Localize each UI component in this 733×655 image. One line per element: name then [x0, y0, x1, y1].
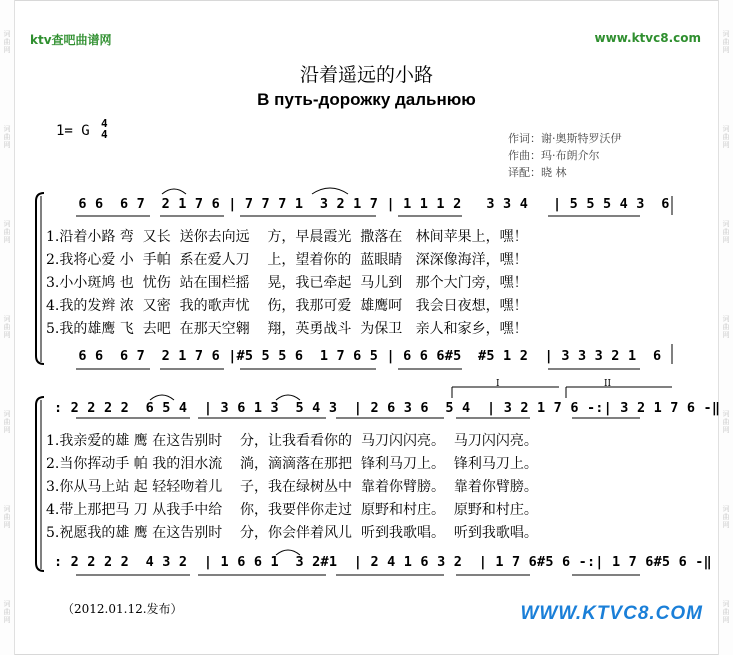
volta-second-ending: II [604, 379, 612, 389]
lyric-verse-3: 3.小小斑鸠 也 忧伤 站在围栏摇 晃，我已牵起 马儿到 那个大门旁，嘿！ [46, 275, 528, 291]
song-title-russian: В путь-дорожку дальнюю [257, 90, 476, 109]
watermark-text: 词曲网 [3, 600, 11, 624]
harmony-line-system2: : 2 2 2 2 4 3 2 | 1 6 6 1 3 2#1 | 2 4 1 6 3 2 | 1 7 6#5 6 -:| 1 7 6#5 6 -‖ [54, 554, 712, 570]
lyric-verse-2: 2.我将心爱 小 手帕 系在爱人刀 上，望着你的 蓝眼睛 深深像海洋，嘿！ [46, 252, 528, 268]
arranger-credit: 译配：晓 林 [508, 166, 567, 179]
site-logo[interactable]: WWW.KTVC8.COM [520, 603, 703, 624]
watermark-text: 词曲网 [3, 505, 11, 529]
time-signature-bottom: 4 [101, 128, 108, 141]
watermark-text: 词曲网 [3, 30, 11, 54]
watermark-text: 词曲网 [722, 125, 730, 149]
lyric-refrain-4: 4.带上那把马 刀 从我手中给 你，我要伴你走过 原野和村庄。 原野和村庄。 [46, 502, 538, 518]
watermark-text: 词曲网 [722, 30, 730, 54]
lyric-refrain-3: 3.你从马上站 起 轻轻吻着儿 子，我在绿树丛中 靠着你臂膀。 靠着你臂膀。 [46, 479, 538, 495]
site-url-link[interactable]: www.ktvc8.com [594, 31, 701, 45]
site-name-link[interactable]: ktv查吧曲谱网 [30, 33, 112, 47]
volta-first-ending: I [496, 379, 500, 389]
publish-date: （2012.01.12.发布） [62, 602, 183, 616]
watermark-text: 词曲网 [722, 505, 730, 529]
melody-line-system1: 6 6 6 7 2 1 7 6 | 7 7 7 1 3 2 1 7 | 1 1 1 2 3 3 4 | 5 5 5 4 3 6 [70, 196, 678, 212]
watermark-text: 词曲网 [722, 600, 730, 624]
lyric-verse-4: 4.我的发辫 浓 又密 我的歌声忧 伤，我那可爱 雄鹰呵 我会日夜想，嘿！ [46, 298, 528, 314]
song-title-chinese: 沿着遥远的小路 [299, 64, 433, 86]
watermark-text: 词曲网 [3, 125, 11, 149]
time-signature-top: 4 [101, 117, 108, 130]
harmony-line-system1: 6 6 6 7 2 1 7 6 |#5 5 5 6 1 7 6 5 | 6 6 6#5 #5 1 2 | 3 3 3 2 1 6 [70, 348, 670, 364]
watermark-text: 词曲网 [722, 410, 730, 434]
lyricist-credit: 作词：谢·奥斯特罗沃伊 [508, 132, 622, 145]
watermark-text: 词曲网 [3, 220, 11, 244]
lyric-refrain-1: 1.我亲爱的雄 鹰 在这告别时 分，让我看看你的 马刀闪闪亮。 马刀闪闪亮。 [46, 433, 538, 449]
lyric-verse-5: 5.我的雄鹰 飞 去吧 在那天空翱 翔，英勇战斗 为保卫 亲人和家乡，嘿！ [46, 321, 528, 337]
watermark-text: 词曲网 [722, 220, 730, 244]
composer-credit: 作曲：玛·布朗介尔 [508, 149, 600, 162]
watermark-text: 词曲网 [3, 315, 11, 339]
watermark-text: 词曲网 [722, 315, 730, 339]
watermark-text: 词曲网 [3, 410, 11, 434]
key-signature: 1= G [56, 123, 90, 139]
lyric-refrain-5: 5.祝愿我的雄 鹰 在这告别时 分，你会伴着风儿 听到我歌唱。 听到我歌唱。 [46, 525, 538, 541]
lyric-refrain-2: 2.当你挥动手 帕 我的泪水流 淌，滴滴落在那把 锋利马刀上。 锋利马刀上。 [46, 456, 538, 472]
melody-line-system2: : 2 2 2 2 6 5 4 | 3 6 1 3 5 4 3 | 2 6 3 6 5 4 | 3 2 1 7 6 -:| 3 2 1 7 6 -‖ [54, 400, 721, 416]
lyric-verse-1: 1.沿着小路 弯 又长 送你去向远 方，早晨霞光 撒落在 林间苹果上，嘿！ [46, 229, 528, 245]
